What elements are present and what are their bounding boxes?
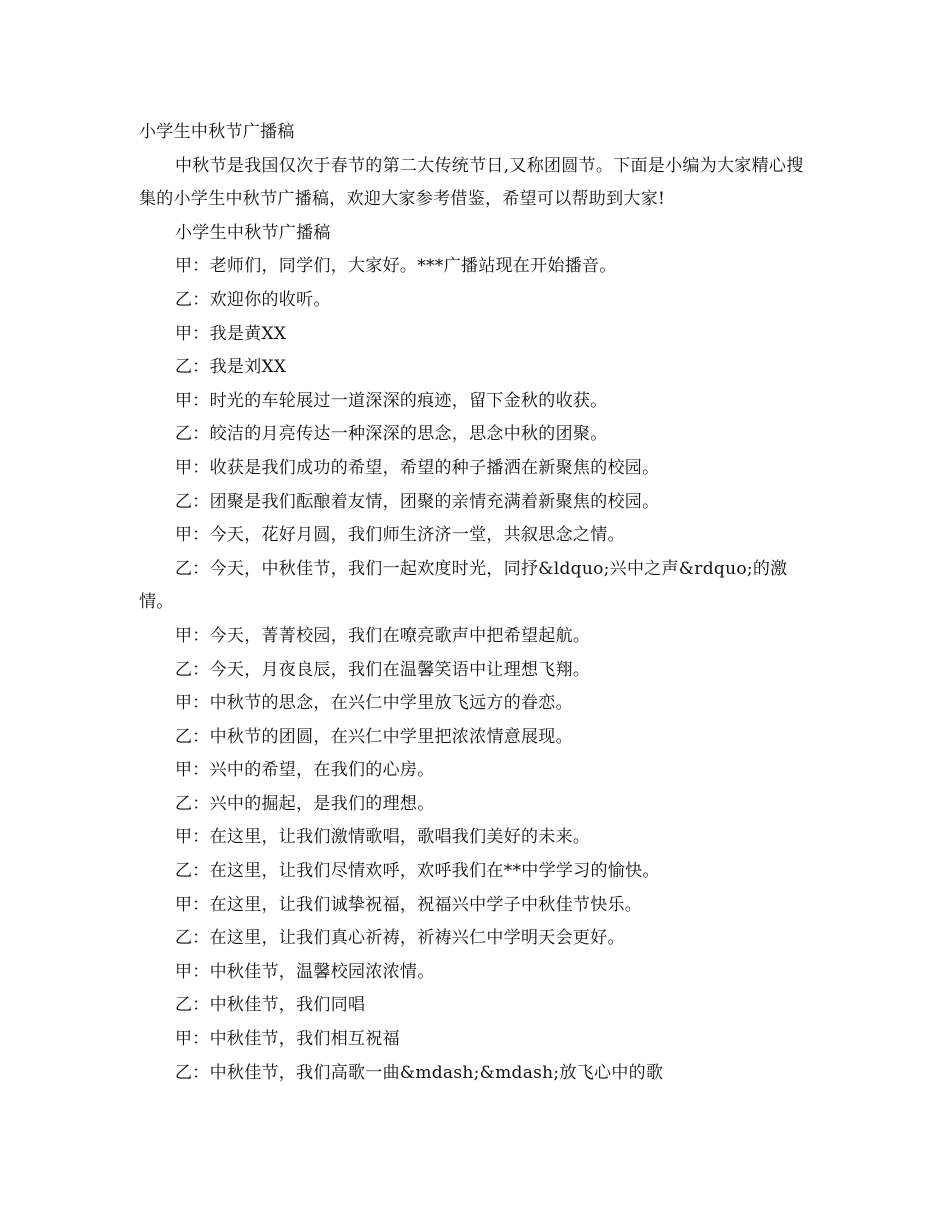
dialogue-line: 乙：欢迎你的收听。: [175, 289, 331, 310]
dialogue-line: 甲：我是黄XX: [175, 323, 287, 344]
dialogue-line: 甲：在这里，让我们激情歌唱，歌唱我们美好的未来。: [175, 827, 591, 848]
dialogue-line: 乙：中秋节的团圆，在兴仁中学里把浓浓情意展现。: [175, 726, 573, 747]
intro-paragraph: 中秋节是我国仅次于春节的第二大传统节日,又称团圆节。下面是小编为大家精心搜集的小学生中秋节广播稿，欢迎大家参考借鉴，希望可以帮助到大家!: [139, 155, 804, 210]
dialogue-line: 乙：在这里，让我们真心祈祷，祈祷兴仁中学明天会更好。: [175, 928, 625, 949]
document-body: [139, 116, 819, 1090]
dialogue-line: 甲：收获是我们成功的希望，希望的种子播洒在新聚焦的校园。: [175, 457, 660, 478]
section-subtitle: 小学生中秋节广播稿: [175, 222, 331, 243]
dialogue-line: 乙：今天，月夜良辰，我们在温馨笑语中让理想飞翔。: [175, 659, 591, 680]
dialogue-line: 乙：团聚是我们酝酿着友情，团聚的亲情充满着新聚焦的校园。: [175, 491, 660, 512]
dialogue-line: 甲：兴中的希望，在我们的心房。: [175, 760, 435, 781]
dialogue-line: 甲：老师们，同学们，大家好。***广播站现在开始播音。: [175, 256, 617, 277]
dialogue-line: 乙：我是刘XX: [175, 357, 287, 378]
dialogue-line: 乙：中秋佳节，我们同唱: [175, 995, 366, 1016]
dialogue-line: 甲：中秋节的思念，在兴仁中学里放飞远方的眷恋。: [175, 693, 573, 714]
dialogue-line: 甲：时光的车轮展过一道深深的痕迹，留下金秋的收获。: [175, 390, 608, 411]
dialogue-line: 乙：兴中的掘起，是我们的理想。: [175, 793, 435, 814]
dialogue-line: 乙：在这里，让我们尽情欢呼，欢呼我们在**中学学习的愉快。: [175, 861, 660, 882]
dialogue-line: 乙：皎洁的月亮传达一种深深的思念，思念中秋的团聚。: [175, 424, 608, 445]
dialogue-line: 甲：在这里，让我们诚挚祝福，祝福兴中学子中秋佳节快乐。: [175, 894, 643, 915]
dialogue-line: 甲：中秋佳节，我们相互祝福: [175, 1029, 400, 1050]
dialogue-line: 乙：中秋佳节，我们高歌一曲&mdash;&mdash;放飞心中的歌: [175, 1062, 664, 1083]
dialogue-list: [139, 250, 819, 1090]
dialogue-line: 乙：今天，中秋佳节，我们一起欢度时光，同抒&ldquo;兴中之声&rdquo;的激情。: [139, 558, 788, 613]
document-title: 小学生中秋节广播稿: [139, 122, 295, 142]
dialogue-line: 甲：今天，花好月圆，我们师生济济一堂，共叙思念之情。: [175, 525, 625, 546]
dialogue-line: 甲：今天，菁菁校园，我们在嘹亮歌声中把希望起航。: [175, 625, 591, 646]
dialogue-line: 甲：中秋佳节，温馨校园浓浓情。: [175, 961, 435, 982]
